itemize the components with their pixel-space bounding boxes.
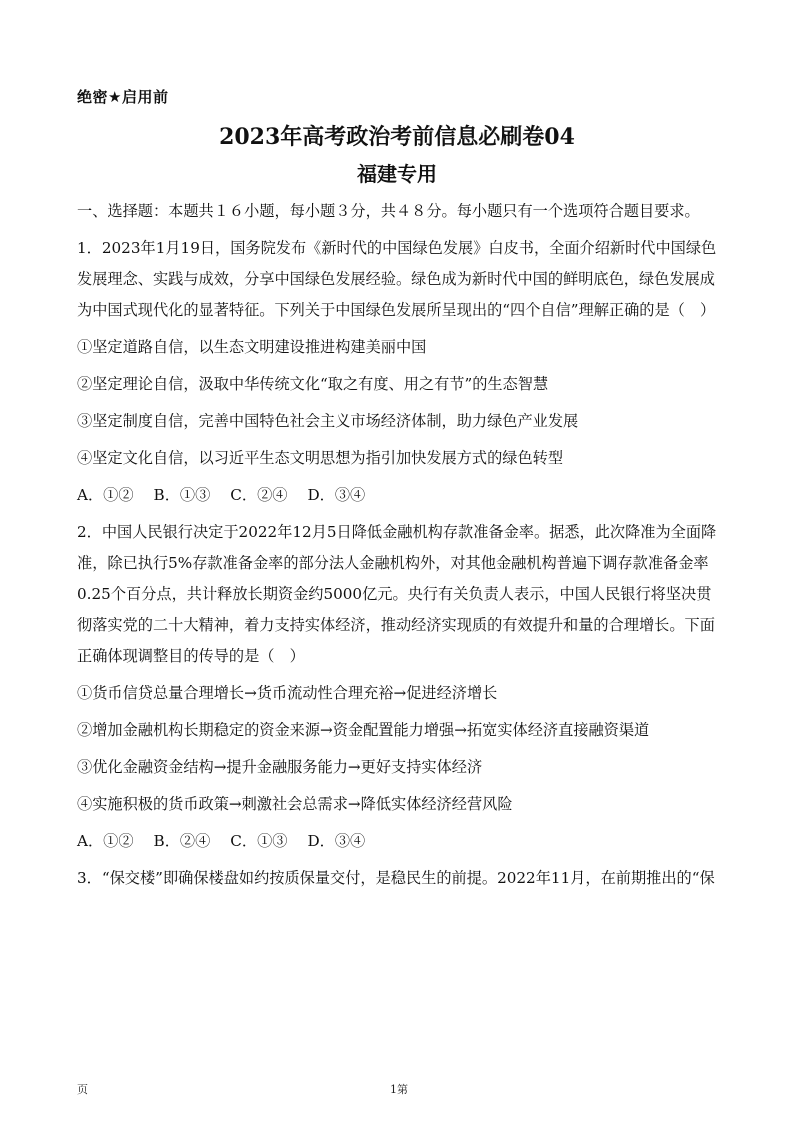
question-option: ④实施积极的货币政策→刺激社会总需求→降低实体经济经营风险 bbox=[77, 795, 513, 813]
question-1 bbox=[77, 233, 717, 511]
question-2 bbox=[77, 517, 717, 857]
secret-label: 绝密★启用前 bbox=[77, 88, 169, 106]
question-option: ②坚定理论自信，汲取中华传统文化“取之有度、用之有节”的生态智慧 bbox=[77, 375, 549, 393]
question-stem: 3．“保交楼”即确保楼盘如约按质保量交付，是稳民生的前提。2022年11月，在前期推出的“保 bbox=[77, 869, 715, 887]
question-3 bbox=[77, 863, 717, 894]
question-option: ③优化金融资金结构→提升金融服务能力→更好支持实体经济 bbox=[77, 758, 483, 776]
question-option: ①坚定道路自信，以生态文明建设推进构建美丽中国 bbox=[77, 338, 427, 356]
section-instructions: 一、选择题：本题共１６小题，每小题３分，共４８分。每小题只有一个选项符合题目要求。 bbox=[77, 202, 700, 220]
document-body bbox=[77, 196, 717, 900]
question-option: ②增加金融机构长期稳定的资金来源→资金配置能力增强→拓宽实体经济直接融资渠道 bbox=[77, 721, 650, 739]
question-stem: 1．2023年1月19日，国务院发布《新时代的中国绿色发展》白皮书，全面介绍新时代中国绿色发展理念、实践与成效，分享中国绿色发展经验。绿色成为新时代中国的鲜明底色，绿色发展成为中国式现代化的显著特征。下列关于中国绿色发展所呈现出的“四个自信”理解正确的是（ ） bbox=[77, 239, 717, 319]
footer-page-number: 1第 bbox=[390, 1083, 408, 1096]
answer-choices: A．①② B．①③ C．②④ D．③④ bbox=[77, 486, 366, 504]
answer-choices: A．①② B．②④ C．①③ D．③④ bbox=[77, 832, 366, 850]
footer-page-label: 页 bbox=[77, 1083, 88, 1096]
question-option: ①货币信贷总量合理增长→货币流动性合理充裕→促进经济增长 bbox=[77, 684, 498, 702]
question-option: ④坚定文化自信，以习近平生态文明思想为指引加快发展方式的绿色转型 bbox=[77, 449, 563, 467]
page-title: 2023年高考政治考前信息必刷卷04 bbox=[219, 124, 575, 150]
question-option: ③坚定制度自信，完善中国特色社会主义市场经济体制，助力绿色产业发展 bbox=[77, 412, 579, 430]
question-stem: 2．中国人民银行决定于2022年12月5日降低金融机构存款准备金率。据悉，此次降准为全面降准，除已执行5%存款准备金率的部分法人金融机构外，对其他金融机构普遍下调存款准备金率0.25个百分点，共计释放长期资金约5000亿元。央行有关负责人表示，中国人民银行将坚决贯彻落实党的二十大精神，着力支持实体经济，推动经济实现质的有效提升和量的合理增长。下面正确体现调整目的传导的是（ ） bbox=[77, 523, 717, 665]
page-subtitle: 福建专用 bbox=[357, 162, 437, 186]
